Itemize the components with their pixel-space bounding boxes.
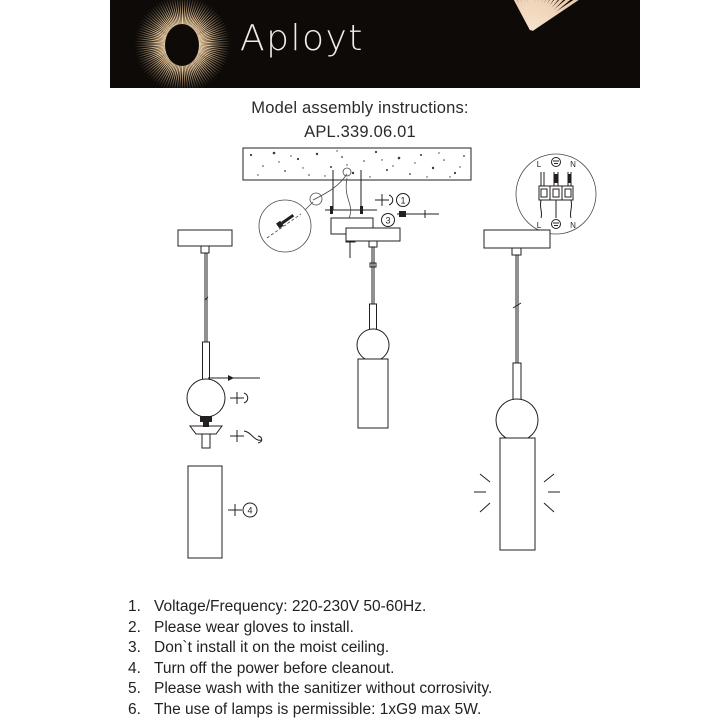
instruction-text: Voltage/Frequency: 220-230V 50-60Hz.	[154, 598, 427, 615]
callout-3-label: 3	[385, 215, 391, 226]
corner-ray	[422, 0, 533, 31]
instruction-item	[128, 700, 598, 721]
rotate-marker-a	[230, 392, 248, 404]
canopy-plate	[178, 230, 232, 246]
shade-tube	[358, 359, 388, 428]
rotate-marker-b	[230, 430, 262, 443]
wiring-diagram	[510, 148, 602, 240]
sunburst-core	[165, 24, 199, 66]
instruction-text: Don`t install it on the moist ceiling.	[154, 639, 390, 657]
wire-label-l-bottom: L	[536, 221, 542, 230]
wire-label-l-top: L	[536, 160, 542, 169]
sunburst-icon	[132, 0, 232, 88]
instruction-text: Please wear gloves to install.	[154, 618, 354, 636]
glass-sphere	[187, 379, 225, 417]
instruction-text: Please wash with the sanitizer without corrosivity.	[154, 680, 493, 698]
wire-label-n-top: N	[570, 160, 576, 169]
canopy-plate	[346, 228, 400, 241]
corner-ray	[442, 0, 532, 31]
earth-symbol-bottom	[552, 220, 561, 229]
instruction-item	[128, 638, 598, 659]
ray-fan-icon	[380, 0, 640, 88]
instruction-item	[128, 618, 598, 639]
pendant-assembled-view	[330, 228, 426, 428]
shade-tube	[500, 438, 535, 550]
glass-sphere	[496, 399, 538, 441]
brand-banner	[110, 0, 640, 88]
wire-label-n-bottom: N	[570, 221, 576, 230]
pendant-installed-lit-view	[462, 230, 602, 550]
instruction-number: 6.	[128, 700, 141, 718]
callout-1-label: 1	[400, 195, 406, 206]
glass-sphere	[357, 329, 389, 361]
instruction-number: 5.	[128, 680, 141, 698]
instruction-text: The use of lamps is permissible: 1xG9 max 5W.	[154, 700, 482, 718]
page-title: Model assembly instructions:	[251, 99, 469, 117]
callout-4	[228, 503, 257, 517]
lamp-holder	[190, 416, 222, 448]
earth-symbol-top	[552, 158, 561, 167]
model-code: APL.339.06.01	[304, 123, 416, 141]
callout-1	[375, 194, 410, 207]
callout-3	[382, 210, 440, 227]
assembly-arrow-top	[208, 375, 260, 381]
callout-4-label: 4	[247, 505, 253, 516]
instruction-item	[128, 679, 598, 700]
instruction-item	[128, 659, 598, 680]
instruction-list	[128, 597, 598, 721]
shade-tube	[188, 466, 222, 558]
instruction-number: 1.	[128, 598, 141, 615]
instruction-item	[128, 597, 598, 618]
pendant-exploded-view	[160, 230, 290, 560]
canopy-plate	[484, 230, 550, 248]
instruction-text: Turn off the power before cleanout.	[154, 659, 395, 677]
title-block	[0, 99, 720, 142]
terminal-block	[539, 186, 573, 200]
instruction-number: 3.	[128, 639, 141, 657]
ceiling-slab	[243, 148, 471, 180]
brand-name: Aployt	[240, 18, 364, 59]
instruction-number: 4.	[128, 659, 141, 677]
instruction-number: 2.	[128, 618, 141, 636]
